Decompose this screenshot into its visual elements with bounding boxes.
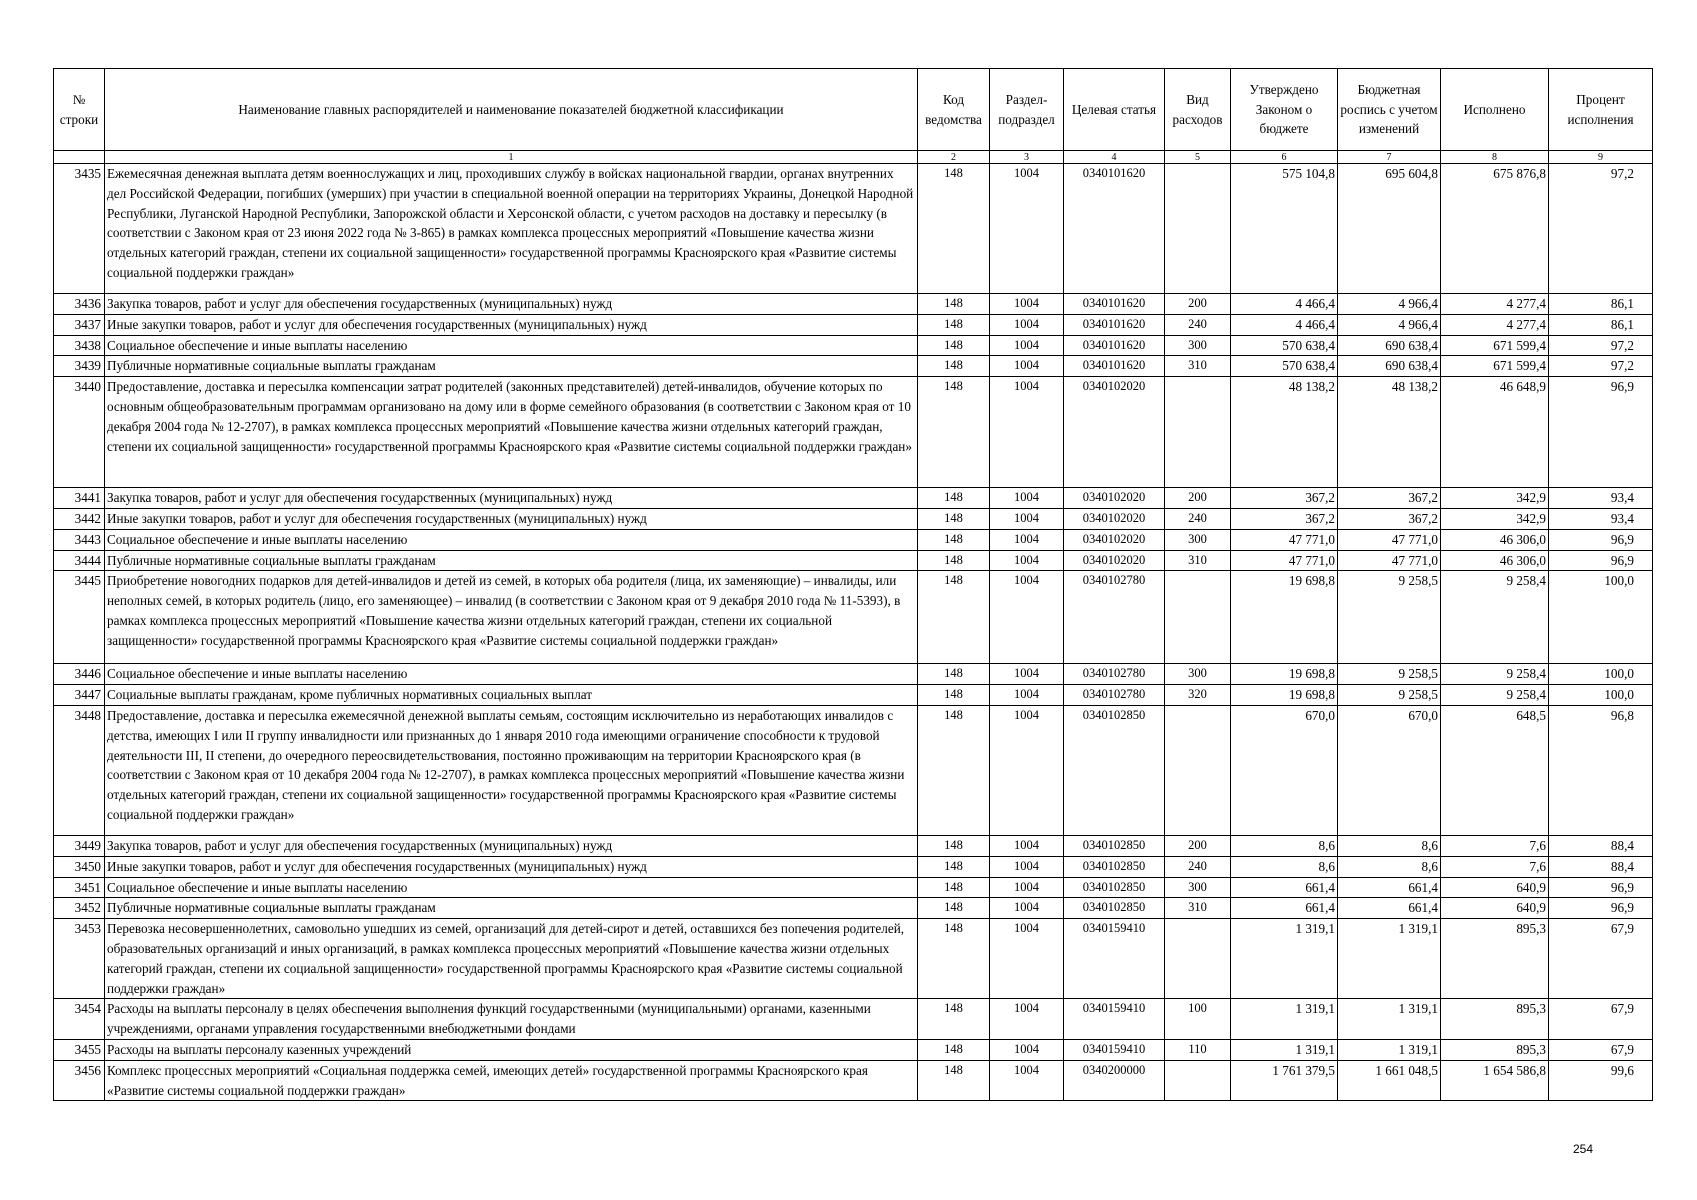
row-approved: 367,2	[1231, 488, 1338, 509]
row-number: 3451	[54, 877, 105, 898]
row-budget-schedule: 8,6	[1338, 856, 1441, 877]
row-number: 3435	[54, 164, 105, 294]
row-department-code: 148	[918, 856, 990, 877]
row-target-article: 0340101620	[1064, 164, 1165, 294]
row-name: Предоставление, доставка и пересылка ежемесячной денежной выплаты семьям, состоящим исключительно из неработающих инвалидов с детства, имеющих I или II группу инвалидности или признанных до 1 января 2010 года имеющими ограничение способности к трудовой деятельности III, II степени, до очередного переосвидетельствования, постоянно проживающим на территории Красноярского края (в соответствии с Законом края от 10 декабря 2004 года № 12-2707), в рамках комплекса процессных мероприятий «Повышение качества жизни отдельных категорий граждан, степени их социальной защищенности» государственной программы Красноярского края «Развитие системы социальной поддержки граждан»	[105, 705, 918, 835]
row-executed: 640,9	[1441, 898, 1549, 919]
row-section: 1004	[990, 1039, 1064, 1060]
row-department-code: 148	[918, 705, 990, 835]
row-expense-type: 100	[1165, 999, 1231, 1040]
row-name: Расходы на выплаты персоналу в целях обеспечения выполнения функций государственными (муниципальными) органами, казенными учреждениями, органами управления государственными внебюджетными фондами	[105, 999, 918, 1040]
row-department-code: 148	[918, 377, 990, 488]
row-budget-schedule: 1 661 048,5	[1338, 1060, 1441, 1101]
row-budget-schedule: 661,4	[1338, 877, 1441, 898]
row-percent: 86,1	[1549, 294, 1653, 315]
row-number: 3442	[54, 508, 105, 529]
row-number: 3444	[54, 550, 105, 571]
row-name: Закупка товаров, работ и услуг для обеспечения государственных (муниципальных) нужд	[105, 835, 918, 856]
row-target-article: 0340159410	[1064, 1039, 1165, 1060]
row-target-article: 0340200000	[1064, 1060, 1165, 1101]
row-budget-schedule: 367,2	[1338, 508, 1441, 529]
column-number	[54, 151, 105, 164]
row-department-code: 148	[918, 314, 990, 335]
row-expense-type: 300	[1165, 335, 1231, 356]
header-executed: Исполнено	[1441, 69, 1549, 151]
row-budget-schedule: 690 638,4	[1338, 335, 1441, 356]
row-number: 3439	[54, 356, 105, 377]
row-number: 3447	[54, 685, 105, 706]
row-expense-type: 110	[1165, 1039, 1231, 1060]
row-expense-type: 310	[1165, 356, 1231, 377]
row-target-article: 0340159410	[1064, 999, 1165, 1040]
row-percent: 88,4	[1549, 835, 1653, 856]
row-approved: 1 319,1	[1231, 919, 1338, 999]
header-target-article: Целевая статья	[1064, 69, 1165, 151]
header-row	[54, 69, 1653, 151]
row-name: Расходы на выплаты персоналу казенных учреждений	[105, 1039, 918, 1060]
row-budget-schedule: 661,4	[1338, 898, 1441, 919]
row-department-code: 148	[918, 877, 990, 898]
table-row	[54, 550, 1653, 571]
table-row	[54, 529, 1653, 550]
row-department-code: 148	[918, 488, 990, 509]
row-budget-schedule: 1 319,1	[1338, 919, 1441, 999]
row-expense-type	[1165, 377, 1231, 488]
row-department-code: 148	[918, 898, 990, 919]
row-section: 1004	[990, 377, 1064, 488]
row-percent: 97,2	[1549, 335, 1653, 356]
row-section: 1004	[990, 856, 1064, 877]
row-target-article: 0340102780	[1064, 664, 1165, 685]
row-approved: 661,4	[1231, 877, 1338, 898]
row-budget-schedule: 367,2	[1338, 488, 1441, 509]
row-target-article: 0340102850	[1064, 856, 1165, 877]
row-executed: 4 277,4	[1441, 294, 1549, 315]
table-row	[54, 835, 1653, 856]
row-executed: 7,6	[1441, 835, 1549, 856]
row-expense-type: 200	[1165, 294, 1231, 315]
row-target-article: 0340102020	[1064, 488, 1165, 509]
header-name: Наименование главных распорядителей и наименование показателей бюджетной классификации	[105, 69, 918, 151]
row-section: 1004	[990, 488, 1064, 509]
column-number: 8	[1441, 151, 1549, 164]
table-row	[54, 1060, 1653, 1101]
table-row	[54, 164, 1653, 294]
row-target-article: 0340101620	[1064, 294, 1165, 315]
row-executed: 7,6	[1441, 856, 1549, 877]
column-number: 7	[1338, 151, 1441, 164]
row-budget-schedule: 690 638,4	[1338, 356, 1441, 377]
row-executed: 648,5	[1441, 705, 1549, 835]
row-budget-schedule: 4 966,4	[1338, 294, 1441, 315]
row-approved: 19 698,8	[1231, 664, 1338, 685]
row-name: Перевозка несовершеннолетних, самовольно ушедших из семей, организаций для детей-сирот и детей, оставшихся без попечения родителей, образовательных организаций и иных организаций, в рамках комплекса процессных мероприятий «Повышение качества жизни отдельных категорий граждан, степени их социальной защищенности» государственной программы Красноярского края «Развитие системы социальной поддержки граждан»	[105, 919, 918, 999]
column-number: 4	[1064, 151, 1165, 164]
row-expense-type: 310	[1165, 898, 1231, 919]
row-department-code: 148	[918, 1060, 990, 1101]
row-department-code: 148	[918, 294, 990, 315]
row-approved: 19 698,8	[1231, 571, 1338, 664]
table-row	[54, 856, 1653, 877]
row-department-code: 148	[918, 835, 990, 856]
row-approved: 47 771,0	[1231, 550, 1338, 571]
row-section: 1004	[990, 685, 1064, 706]
row-target-article: 0340101620	[1064, 314, 1165, 335]
row-number: 3438	[54, 335, 105, 356]
row-approved: 570 638,4	[1231, 335, 1338, 356]
row-department-code: 148	[918, 571, 990, 664]
row-section: 1004	[990, 919, 1064, 999]
row-name: Предоставление, доставка и пересылка компенсации затрат родителей (законных представителей) детей-инвалидов, обучение которых по основным общеобразовательным программам организовано на дому или в форме семейного образования (в соответствии с Законом края от 10 декабря 2004 года № 12-2707), в рамках комплекса процессных мероприятий «Повышение качества жизни отдельных категорий граждан, степени их социальной защищенности» государственной программы Красноярского края «Развитие системы социальной поддержки граждан»	[105, 377, 918, 488]
row-expense-type: 240	[1165, 508, 1231, 529]
row-approved: 47 771,0	[1231, 529, 1338, 550]
row-budget-schedule: 47 771,0	[1338, 529, 1441, 550]
row-section: 1004	[990, 999, 1064, 1040]
row-department-code: 148	[918, 164, 990, 294]
row-approved: 48 138,2	[1231, 377, 1338, 488]
row-department-code: 148	[918, 508, 990, 529]
table-row	[54, 919, 1653, 999]
header-section: Раздел-подраздел	[990, 69, 1064, 151]
row-target-article: 0340101620	[1064, 356, 1165, 377]
row-name: Ежемесячная денежная выплата детям военнослужащих и лиц, проходивших службу в войсках национальной гвардии, органах внутренних дел Российской Федерации, погибших (умерших) при участии в специальной военной операции на территориях Украины, Донецкой Народной Республики, Луганской Народной Республики, Запорожской области и Херсонской области, с учетом расходов на доставку и пересылку (в соответствии с Законом края от 23 июня 2022 года № 3-865) в рамках комплекса процессных мероприятий «Повышение качества жизни отдельных категорий граждан, степени их социальной защищенности» государственной программы Красноярского края «Развитие системы социальной поддержки граждан»	[105, 164, 918, 294]
row-budget-schedule: 8,6	[1338, 835, 1441, 856]
row-percent: 96,9	[1549, 377, 1653, 488]
row-expense-type	[1165, 164, 1231, 294]
row-number: 3455	[54, 1039, 105, 1060]
row-number: 3437	[54, 314, 105, 335]
row-percent: 67,9	[1549, 1039, 1653, 1060]
row-section: 1004	[990, 705, 1064, 835]
row-percent: 96,9	[1549, 550, 1653, 571]
row-budget-schedule: 9 258,5	[1338, 571, 1441, 664]
row-budget-schedule: 1 319,1	[1338, 999, 1441, 1040]
row-approved: 670,0	[1231, 705, 1338, 835]
row-percent: 100,0	[1549, 664, 1653, 685]
table-row	[54, 999, 1653, 1040]
row-expense-type: 200	[1165, 488, 1231, 509]
row-name: Социальное обеспечение и иные выплаты населению	[105, 529, 918, 550]
row-section: 1004	[990, 898, 1064, 919]
row-number: 3441	[54, 488, 105, 509]
row-department-code: 148	[918, 335, 990, 356]
row-approved: 1 319,1	[1231, 1039, 1338, 1060]
row-expense-type	[1165, 919, 1231, 999]
row-executed: 895,3	[1441, 999, 1549, 1040]
table-row	[54, 685, 1653, 706]
header-budget-schedule: Бюджетная роспись с учетом изменений	[1338, 69, 1441, 151]
column-number: 2	[918, 151, 990, 164]
row-name: Приобретение новогодних подарков для детей-инвалидов и детей из семей, в которых оба родителя (лица, их заменяющие) – инвалиды, или неполных семей, в которых родитель (лицо, его заменяющее) – инвалид (в соответствии с Законом края от 9 декабря 2010 года № 11-5393), в рамках комплекса процессных мероприятий «Повышение качества жизни отдельных категорий граждан, степени их социальной защищенности» государственной программы Красноярского края «Развитие системы социальной поддержки граждан»	[105, 571, 918, 664]
row-department-code: 148	[918, 1039, 990, 1060]
row-section: 1004	[990, 571, 1064, 664]
row-executed: 671 599,4	[1441, 335, 1549, 356]
header-expense-type: Вид расходов	[1165, 69, 1231, 151]
row-executed: 895,3	[1441, 1039, 1549, 1060]
row-number: 3436	[54, 294, 105, 315]
row-number: 3453	[54, 919, 105, 999]
row-section: 1004	[990, 294, 1064, 315]
row-approved: 661,4	[1231, 898, 1338, 919]
row-number: 3448	[54, 705, 105, 835]
row-name: Публичные нормативные социальные выплаты гражданам	[105, 898, 918, 919]
header-row-number: № строки	[54, 69, 105, 151]
row-name: Иные закупки товаров, работ и услуг для обеспечения государственных (муниципальных) нужд	[105, 856, 918, 877]
table-row	[54, 898, 1653, 919]
row-percent: 97,2	[1549, 356, 1653, 377]
row-expense-type	[1165, 1060, 1231, 1101]
row-approved: 367,2	[1231, 508, 1338, 529]
budget-execution-table	[53, 68, 1653, 1101]
row-executed: 640,9	[1441, 877, 1549, 898]
row-percent: 88,4	[1549, 856, 1653, 877]
row-number: 3446	[54, 664, 105, 685]
row-target-article: 0340102850	[1064, 898, 1165, 919]
row-section: 1004	[990, 335, 1064, 356]
row-executed: 46 306,0	[1441, 550, 1549, 571]
row-expense-type	[1165, 571, 1231, 664]
row-approved: 19 698,8	[1231, 685, 1338, 706]
row-executed: 1 654 586,8	[1441, 1060, 1549, 1101]
row-department-code: 148	[918, 999, 990, 1040]
row-target-article: 0340102020	[1064, 529, 1165, 550]
row-number: 3449	[54, 835, 105, 856]
row-name: Социальное обеспечение и иные выплаты населению	[105, 877, 918, 898]
row-department-code: 148	[918, 664, 990, 685]
row-expense-type: 200	[1165, 835, 1231, 856]
column-number-row	[54, 151, 1653, 164]
page-number: 254	[1573, 1142, 1594, 1156]
row-name: Публичные нормативные социальные выплаты гражданам	[105, 356, 918, 377]
column-number: 5	[1165, 151, 1231, 164]
row-executed: 342,9	[1441, 508, 1549, 529]
row-executed: 46 306,0	[1441, 529, 1549, 550]
row-executed: 46 648,9	[1441, 377, 1549, 488]
row-target-article: 0340102780	[1064, 571, 1165, 664]
row-expense-type: 300	[1165, 664, 1231, 685]
table-row	[54, 356, 1653, 377]
row-section: 1004	[990, 877, 1064, 898]
column-number: 3	[990, 151, 1064, 164]
row-budget-schedule: 670,0	[1338, 705, 1441, 835]
row-expense-type: 240	[1165, 314, 1231, 335]
row-executed: 9 258,4	[1441, 685, 1549, 706]
row-approved: 8,6	[1231, 835, 1338, 856]
row-section: 1004	[990, 164, 1064, 294]
row-budget-schedule: 4 966,4	[1338, 314, 1441, 335]
table-row	[54, 488, 1653, 509]
row-target-article: 0340101620	[1064, 335, 1165, 356]
row-target-article: 0340102850	[1064, 705, 1165, 835]
row-expense-type: 320	[1165, 685, 1231, 706]
row-section: 1004	[990, 508, 1064, 529]
row-expense-type: 300	[1165, 529, 1231, 550]
row-target-article: 0340102020	[1064, 508, 1165, 529]
row-target-article: 0340102020	[1064, 377, 1165, 488]
row-budget-schedule: 48 138,2	[1338, 377, 1441, 488]
row-budget-schedule: 9 258,5	[1338, 685, 1441, 706]
table-row	[54, 294, 1653, 315]
row-department-code: 148	[918, 685, 990, 706]
row-executed: 895,3	[1441, 919, 1549, 999]
table-row	[54, 877, 1653, 898]
row-percent: 67,9	[1549, 919, 1653, 999]
row-name: Социальное обеспечение и иные выплаты населению	[105, 335, 918, 356]
row-budget-schedule: 47 771,0	[1338, 550, 1441, 571]
row-section: 1004	[990, 835, 1064, 856]
row-section: 1004	[990, 1060, 1064, 1101]
row-section: 1004	[990, 664, 1064, 685]
row-approved: 4 466,4	[1231, 294, 1338, 315]
row-target-article: 0340102850	[1064, 835, 1165, 856]
table-row	[54, 705, 1653, 835]
row-name: Социальное обеспечение и иные выплаты населению	[105, 664, 918, 685]
row-percent: 93,4	[1549, 508, 1653, 529]
row-name: Иные закупки товаров, работ и услуг для обеспечения государственных (муниципальных) нужд	[105, 314, 918, 335]
row-section: 1004	[990, 529, 1064, 550]
row-number: 3454	[54, 999, 105, 1040]
header-department-code: Код ведомства	[918, 69, 990, 151]
row-number: 3450	[54, 856, 105, 877]
row-section: 1004	[990, 356, 1064, 377]
row-target-article: 0340102850	[1064, 877, 1165, 898]
row-target-article: 0340159410	[1064, 919, 1165, 999]
row-percent: 86,1	[1549, 314, 1653, 335]
row-department-code: 148	[918, 550, 990, 571]
row-percent: 100,0	[1549, 571, 1653, 664]
table-row	[54, 508, 1653, 529]
row-percent: 96,9	[1549, 529, 1653, 550]
row-target-article: 0340102020	[1064, 550, 1165, 571]
table-row	[54, 377, 1653, 488]
row-approved: 8,6	[1231, 856, 1338, 877]
row-executed: 671 599,4	[1441, 356, 1549, 377]
row-budget-schedule: 1 319,1	[1338, 1039, 1441, 1060]
table-row	[54, 571, 1653, 664]
header-approved: Утверждено Законом о бюджете	[1231, 69, 1338, 151]
row-executed: 9 258,4	[1441, 664, 1549, 685]
row-percent: 93,4	[1549, 488, 1653, 509]
row-approved: 1 319,1	[1231, 999, 1338, 1040]
table-row	[54, 1039, 1653, 1060]
column-number: 9	[1549, 151, 1653, 164]
row-expense-type: 240	[1165, 856, 1231, 877]
row-percent: 99,6	[1549, 1060, 1653, 1101]
row-department-code: 148	[918, 356, 990, 377]
row-percent: 97,2	[1549, 164, 1653, 294]
row-name: Комплекс процессных мероприятий «Социальная поддержка семей, имеющих детей» государственной программы Красноярского края «Развитие системы социальной поддержки граждан»	[105, 1060, 918, 1101]
row-number: 3443	[54, 529, 105, 550]
row-executed: 675 876,8	[1441, 164, 1549, 294]
column-number: 6	[1231, 151, 1338, 164]
row-number: 3440	[54, 377, 105, 488]
table-row	[54, 314, 1653, 335]
row-percent: 96,9	[1549, 877, 1653, 898]
row-executed: 9 258,4	[1441, 571, 1549, 664]
table-row	[54, 664, 1653, 685]
row-percent: 96,8	[1549, 705, 1653, 835]
row-name: Публичные нормативные социальные выплаты гражданам	[105, 550, 918, 571]
row-percent: 67,9	[1549, 999, 1653, 1040]
row-budget-schedule: 9 258,5	[1338, 664, 1441, 685]
header-percent: Процент исполнения	[1549, 69, 1653, 151]
row-executed: 4 277,4	[1441, 314, 1549, 335]
row-name: Социальные выплаты гражданам, кроме публичных нормативных социальных выплат	[105, 685, 918, 706]
row-number: 3445	[54, 571, 105, 664]
row-executed: 342,9	[1441, 488, 1549, 509]
column-number: 1	[105, 151, 918, 164]
row-approved: 575 104,8	[1231, 164, 1338, 294]
budget-table-container	[53, 68, 1652, 1101]
row-number: 3452	[54, 898, 105, 919]
row-expense-type: 310	[1165, 550, 1231, 571]
row-expense-type: 300	[1165, 877, 1231, 898]
row-name: Иные закупки товаров, работ и услуг для обеспечения государственных (муниципальных) нужд	[105, 508, 918, 529]
row-percent: 96,9	[1549, 898, 1653, 919]
row-number: 3456	[54, 1060, 105, 1101]
row-department-code: 148	[918, 529, 990, 550]
row-section: 1004	[990, 314, 1064, 335]
table-row	[54, 335, 1653, 356]
row-target-article: 0340102780	[1064, 685, 1165, 706]
row-name: Закупка товаров, работ и услуг для обеспечения государственных (муниципальных) нужд	[105, 294, 918, 315]
row-approved: 4 466,4	[1231, 314, 1338, 335]
row-approved: 1 761 379,5	[1231, 1060, 1338, 1101]
row-budget-schedule: 695 604,8	[1338, 164, 1441, 294]
row-section: 1004	[990, 550, 1064, 571]
row-approved: 570 638,4	[1231, 356, 1338, 377]
row-name: Закупка товаров, работ и услуг для обеспечения государственных (муниципальных) нужд	[105, 488, 918, 509]
row-expense-type	[1165, 705, 1231, 835]
row-percent: 100,0	[1549, 685, 1653, 706]
row-department-code: 148	[918, 919, 990, 999]
